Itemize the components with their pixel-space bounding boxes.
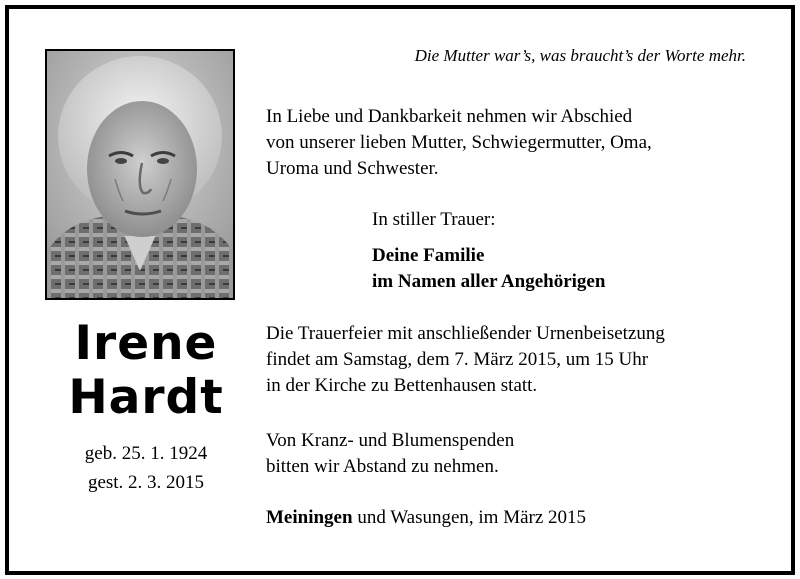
deceased-last-name: Hardt	[68, 370, 224, 425]
family-line: im Namen aller Angehörigen	[372, 271, 606, 292]
motto: Die Mutter war’s, was braucht’s der Worte mehr.	[414, 46, 746, 65]
portrait-photo	[45, 49, 235, 300]
flowers-line: bitten wir Abstand zu nehmen.	[266, 456, 499, 477]
deceased-first-name: Irene	[74, 316, 218, 371]
intro-line: von unserer lieben Mutter, Schwiegermutter, Oma,	[266, 132, 652, 153]
ceremony-paragraph	[266, 321, 665, 399]
closing-place: Meiningen	[266, 507, 353, 528]
ceremony-line: in der Kirche zu Bettenhausen statt.	[266, 375, 538, 396]
ceremony-line: Die Trauerfeier mit anschließender Urnenbeisetzung	[266, 323, 665, 344]
mourning-label: In stiller Trauer:	[372, 209, 496, 230]
ceremony-line: findet am Samstag, dem 7. März 2015, um 15 Uhr	[266, 349, 649, 370]
closing-line	[266, 505, 586, 531]
birth-date: geb. 25. 1. 1924	[84, 443, 208, 464]
flowers-paragraph	[266, 428, 514, 480]
intro-line: Uroma und Schwester.	[266, 158, 439, 179]
flowers-line: Von Kranz- und Blumenspenden	[266, 430, 515, 451]
portrait-image	[47, 51, 233, 298]
closing-rest: und Wasungen, im März 2015	[352, 507, 587, 528]
family-line: Deine Familie	[372, 245, 485, 266]
intro-paragraph	[266, 104, 652, 182]
death-date: gest. 2. 3. 2015	[87, 472, 205, 493]
intro-line: In Liebe und Dankbarkeit nehmen wir Abschied	[266, 106, 633, 127]
